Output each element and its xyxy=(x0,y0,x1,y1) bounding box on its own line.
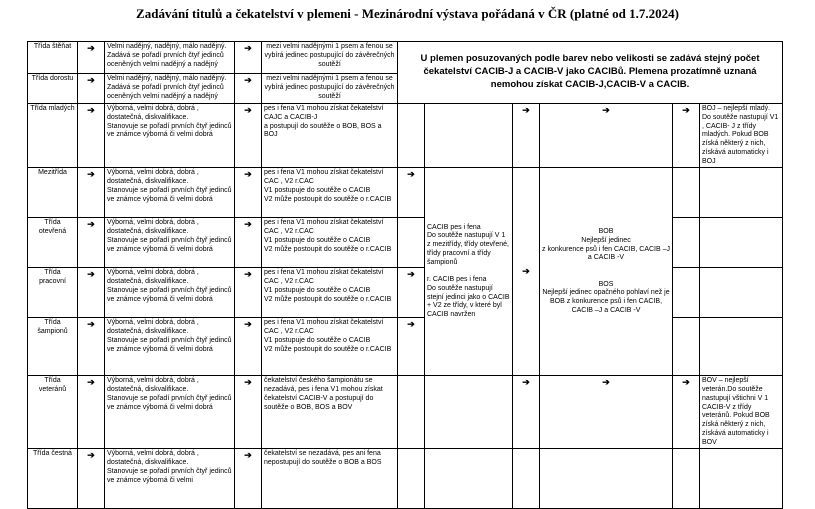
grading-text: Výborná, velmi dobrá, dobrá , dostatečná, diskvalifikace. Stanovuje se pořadí prvních čtyř jedinců ve známce výborná či velmi dobrá xyxy=(105,168,235,218)
arrow-icon: ➔ xyxy=(513,168,540,376)
grading-text: Velmi nadějný, nadějný, málo nadějný. Zadává se pořadí prvních čtyř jedinců oceněných velmi nadějný a nadějný xyxy=(105,42,235,74)
titles-table xyxy=(27,41,783,509)
arrow-icon: ➔ xyxy=(398,318,425,376)
titles-text: pes i fena V1 mohou získat čekatelství CAC , V2 r.CAC V1 postupuje do soutěže o CACIB V2 může postoupit do soutěže o r.CACIB xyxy=(262,268,398,318)
arrow-icon: ➔ xyxy=(513,104,540,168)
class-name: Třída šampionů xyxy=(28,318,78,376)
arrow-icon: ➔ xyxy=(235,376,262,449)
titles-text: čekatelství se nezadává, pes ani fena nepostupují do soutěže o BOB a BOS xyxy=(262,449,398,509)
class-name: Třída dorostu xyxy=(28,74,78,104)
arrow-icon: ➔ xyxy=(78,318,105,376)
arrow-icon: ➔ xyxy=(78,74,105,104)
grading-text: Výborná, velmi dobrá, dobrá , dostatečná, diskvalifikace. Stanovuje se pořadí prvních čtyř jedinců ve známce výborná či velmi dobrá xyxy=(105,376,235,449)
boj-text: BOJ – nejlepší mladý. Do soutěže nastupují V1 , CACIB- J z třídy mladých. Pokud BOB získá některý z nich, získává automaticky i BOJ xyxy=(700,104,783,168)
table-row xyxy=(28,449,783,509)
arrow-icon: ➔ xyxy=(235,318,262,376)
arrow-icon: ➔ xyxy=(235,104,262,168)
grading-text: Výborná, velmi dobrá, dobrá , dostatečná, diskvalifikace. Stanovuje se pořadí prvních čtyř jedinců ve známce výborná či velmi dobrá xyxy=(105,104,235,168)
bob-bos-text: BOB Nejlepší jedinec z konkurence psů i fen CACIB, CACIB –J a CACIB -V BOS Nejlepší jedinec opačného pohlaví než je BOB z konkurence psů i fen CACIB, CACIB –J a CACIB -V xyxy=(540,168,673,376)
note-text: U plemen posuzovaných podle barev nebo velikosti se zadává stejný počet čekatelství CACIB-J a CACIB-V jako CACIBů. Plemena prozatímně uznaná nemohou získat CACIB-J,CACIB-V a CACIB. xyxy=(398,42,783,104)
grading-text: Výborná, velmi dobrá, dobrá , dostatečná, diskvalifikace. Stanovuje se pořadí prvních čtyř jedinců ve známce výborná či velmi dobrá xyxy=(105,218,235,268)
arrow-icon: ➔ xyxy=(235,268,262,318)
arrow-icon: ➔ xyxy=(235,168,262,218)
arrow-icon: ➔ xyxy=(235,74,262,104)
table-row xyxy=(28,42,783,74)
titles-text: pes i fena V1 mohou získat čekatelství CAC , V2 r.CAC V1 postupuje do soutěže o CACIB V2 může postoupit do soutěže o r.CACIB xyxy=(262,318,398,376)
class-name: Mezitřída xyxy=(28,168,78,218)
arrow-icon: ➔ xyxy=(513,376,540,449)
grading-text: Velmi nadějný, nadějný, málo nadějný. Zadává se pořadí prvních čtyř jedinců oceněných velmi nadějný a nadějný xyxy=(105,74,235,104)
arrow-icon: ➔ xyxy=(540,104,673,168)
cacib-text: CACIB pes i fena Do soutěže nastupují V 1 z mezitřídy, třídy otevřené, třídy pracovní a třídy šampionů r. CACIB pes i fena Do soutěže nastupují stejní jedinci jako o CACIB + V2 ze třídy, v které byl CACIB navržen xyxy=(425,168,513,376)
titles-text: pes i fena V1 mohou získat čekatelství CAJC a CACIB-J a postupují do soutěže o BOB, BOS a BOJ xyxy=(262,104,398,168)
titles-text: mezi velmi nadějnými 1 psem a fenou se vybírá jedinec postupující do závěrečných soutěží xyxy=(262,74,398,104)
arrow-icon: ➔ xyxy=(235,449,262,509)
class-name: Třída čestná xyxy=(28,449,78,509)
arrow-icon: ➔ xyxy=(78,42,105,74)
arrow-icon: ➔ xyxy=(398,168,425,218)
arrow-icon: ➔ xyxy=(540,376,673,449)
arrow-icon: ➔ xyxy=(78,104,105,168)
arrow-icon: ➔ xyxy=(78,449,105,509)
class-name: Třída pracovní xyxy=(28,268,78,318)
titles-text: čekatelství českého šampionátu se nezadává, pes i fena V1 mohou získat čekatelství CACIB-V a postupují do soutěže o BOB, BOS a BOV xyxy=(262,376,398,449)
arrow-icon: ➔ xyxy=(673,104,700,168)
table-row xyxy=(28,376,783,449)
grading-text: Výborná, velmi dobrá, dobrá , dostatečná, diskvalifikace. Stanovuje se pořadí prvních čtyř jedinců ve známce výborná či velmi dobrá xyxy=(105,268,235,318)
arrow-icon: ➔ xyxy=(235,42,262,74)
arrow-icon: ➔ xyxy=(78,376,105,449)
titles-text: mezi velmi nadějnými 1 psem a fenou se vybírá jedinec postupující do závěrečných soutěží xyxy=(262,42,398,74)
arrow-icon: ➔ xyxy=(673,376,700,449)
titles-text: pes i fena V1 mohou získat čekatelství CAC , V2 r.CAC V1 postupuje do soutěže o CACIB V2 může postoupit do soutěže o r.CACIB xyxy=(262,168,398,218)
grading-text: Výborná, velmi dobrá, dobrá , dostatečná, diskvalifikace. Stanovuje se pořadí prvních čtyř jedinců ve známce výborná či velmi dobrá xyxy=(105,318,235,376)
arrow-icon: ➔ xyxy=(78,268,105,318)
document-title: Zadávání titulů a čekatelství v plemeni - Mezinárodní výstava pořádaná v ČR (platné od 1.7.2024) xyxy=(136,6,679,21)
class-name: Třída veteránů xyxy=(28,376,78,449)
titles-text: pes i fena V1 mohou získat čekatelství CAC , V2 r.CAC V1 postupuje do soutěže o CACIB V2 může postoupit do soutěže o r.CACIB xyxy=(262,218,398,268)
table-row xyxy=(28,168,783,218)
arrow-icon: ➔ xyxy=(398,268,425,318)
table-row xyxy=(28,104,783,168)
class-name: Třída mladých xyxy=(28,104,78,168)
class-name: Třída štěňat xyxy=(28,42,78,74)
grading-text: Výborná, velmi dobrá, dobrá , dostatečná, diskvalifikace. Stanovuje se pořadí prvních čtyř jedinců ve známce výborná či velmi xyxy=(105,449,235,509)
class-name: Třída otevřená xyxy=(28,218,78,268)
arrow-icon: ➔ xyxy=(78,218,105,268)
arrow-icon: ➔ xyxy=(235,218,262,268)
bov-text: BOV – nejlepší veterán.Do soutěže nastupují vštichni V 1 CACIB-V z třídy veteránů. Pokud BOB získá některý z nich, získává automaticky i BOV xyxy=(700,376,783,449)
arrow-icon: ➔ xyxy=(78,168,105,218)
